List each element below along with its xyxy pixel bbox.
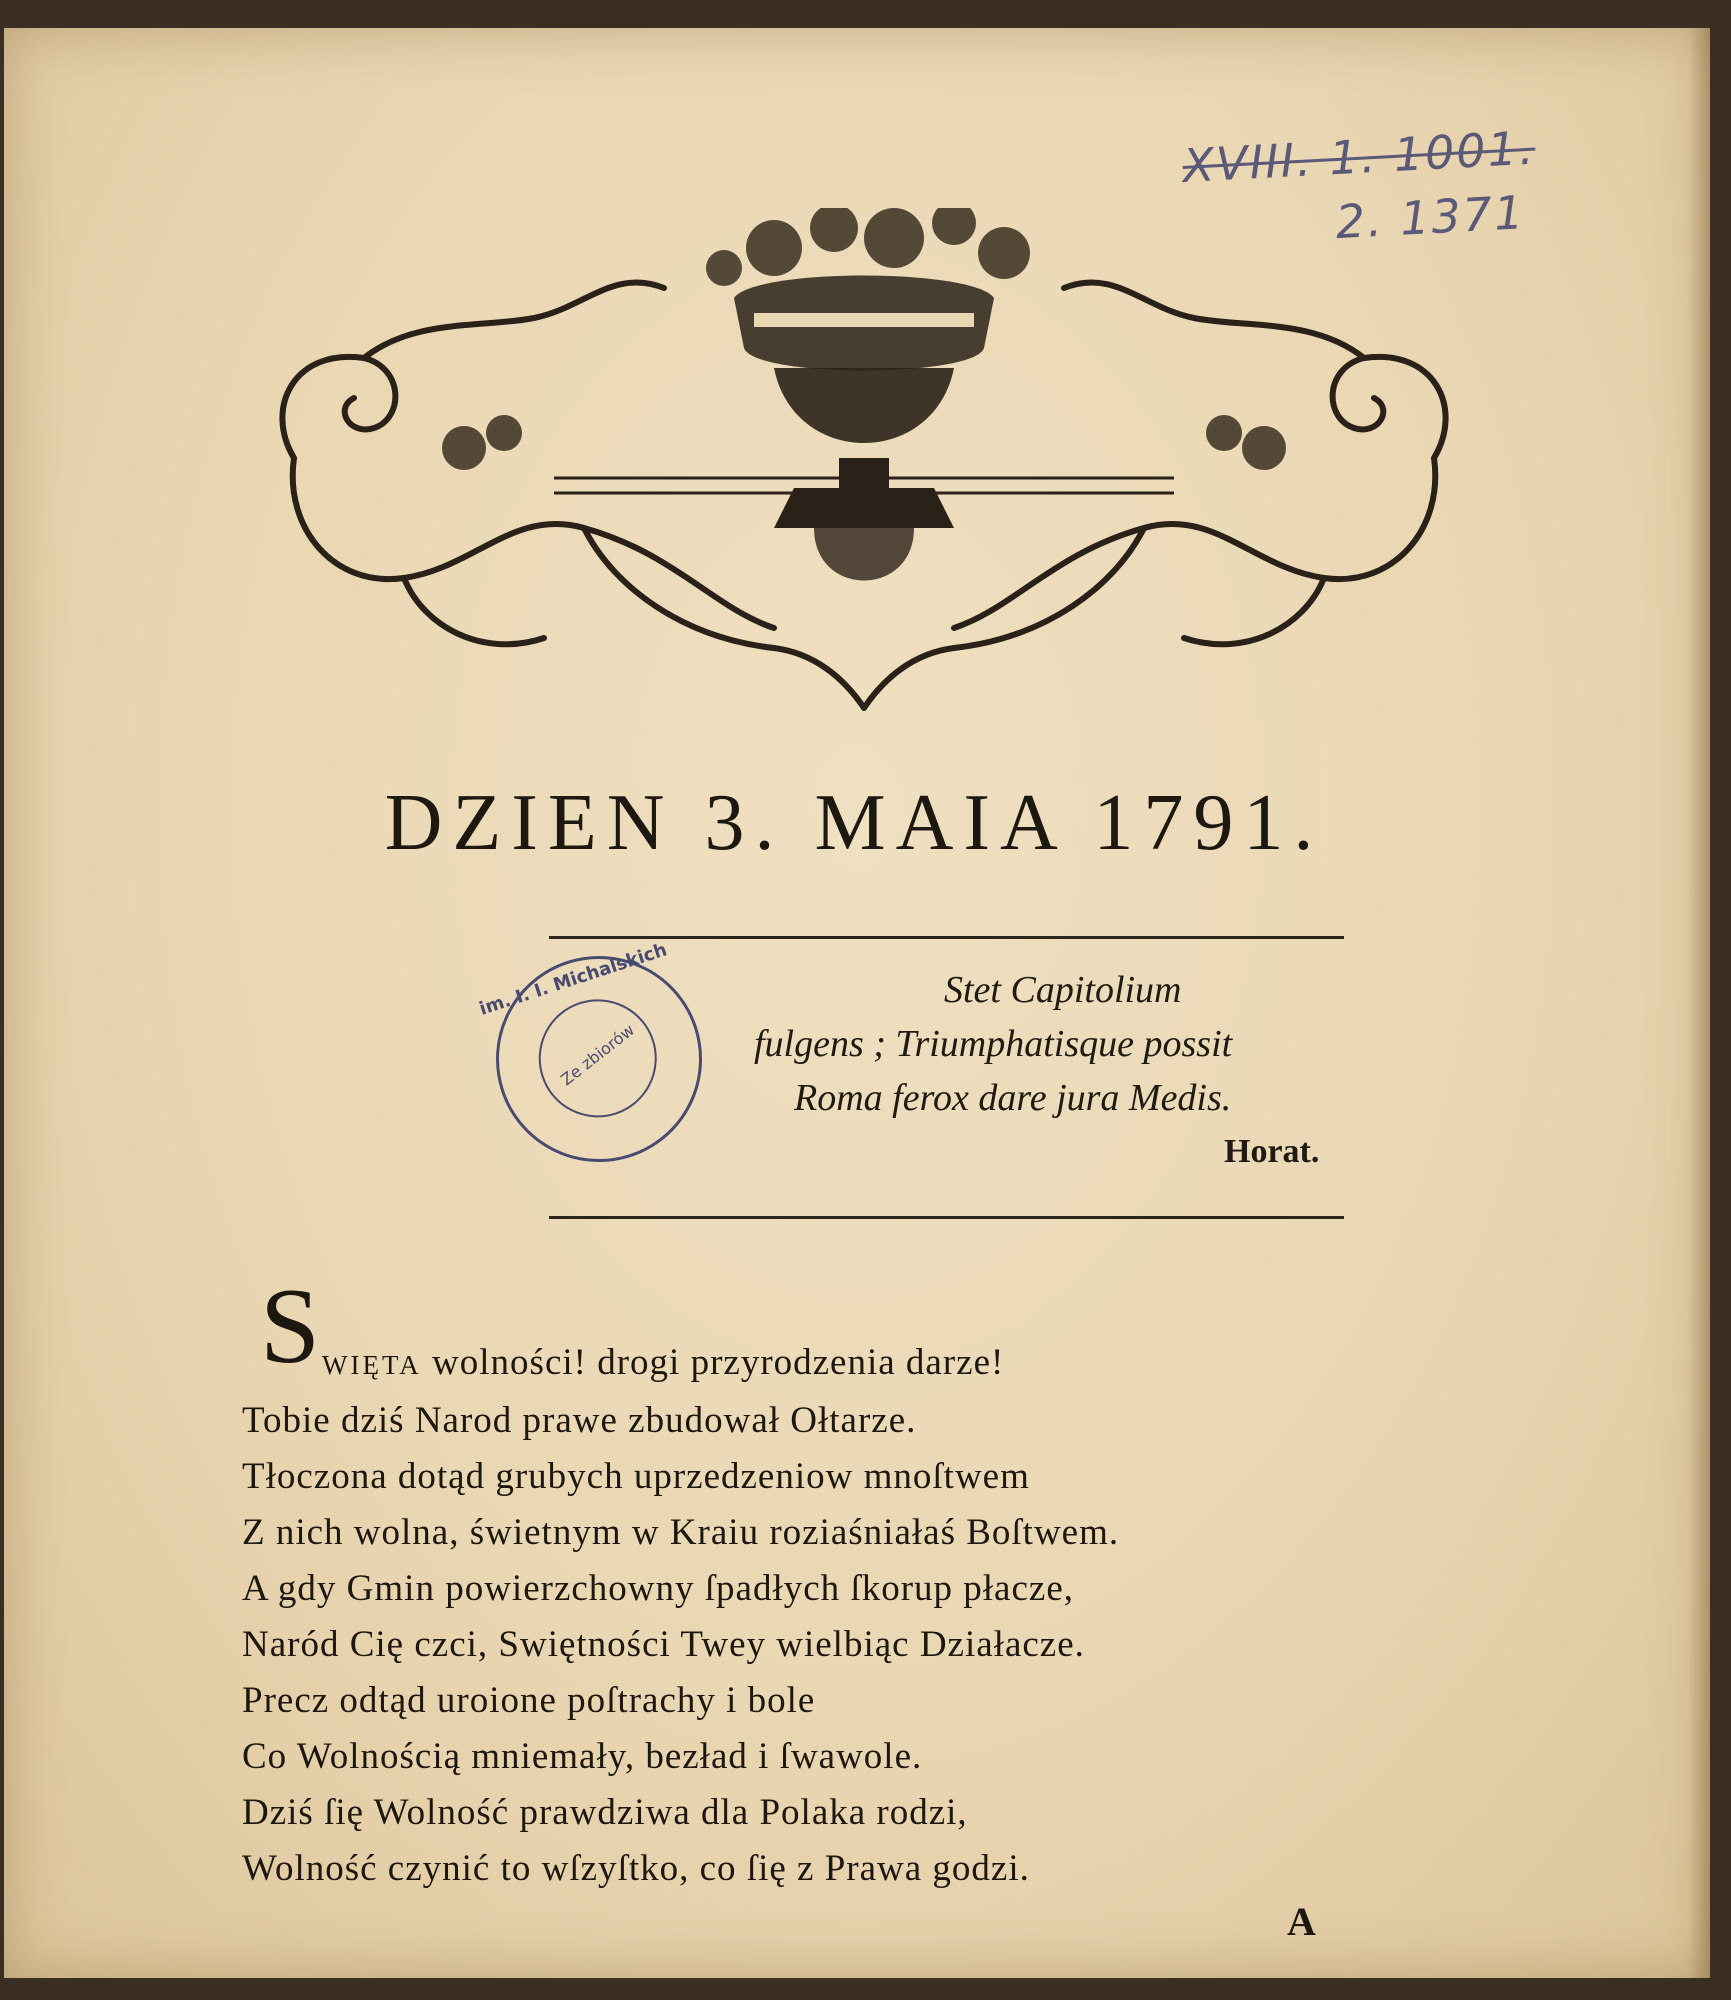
poem-line: Tłoczona dotąd grubych uprzedzeniow mnoſtwem [242, 1456, 1030, 1497]
poem-line: Dziś ſię Wolność prawdziwa dla Polaka rodzi, [242, 1792, 968, 1833]
shelfmark-line-2: 2. 1371 [1334, 185, 1527, 250]
divider-top [549, 936, 1344, 939]
page-edge-shadow [1688, 28, 1710, 1978]
poem-line: Precz odtąd uroione poſtrachy i bole [242, 1680, 816, 1721]
poem-line: Tobie dziś Narod prawe zbudował Ołtarze. [242, 1400, 917, 1441]
book-page [4, 28, 1710, 1978]
page-title: DZIEN 3. MAIA 1791. [384, 779, 1324, 867]
poem-line: A gdy Gmin powierzchowny ſpadłych ſkorup płacze, [242, 1568, 1074, 1609]
epigraph-line: fulgens ; Triumphatisque possit [754, 1023, 1233, 1065]
drop-cap: S [260, 1267, 321, 1386]
poem-line: Wolność czynić to wſzyſtko, co ſię z Prawa godzi. [242, 1848, 1030, 1889]
signature-mark: A [1287, 1899, 1316, 1944]
shelfmark-line-1: XVIII. 1. 1001. [1181, 120, 1537, 193]
first-line-lead: WIĘTA [322, 1350, 422, 1380]
poem [242, 1267, 1442, 1897]
epigraph-attribution: Horat. [1224, 1133, 1320, 1170]
first-line-rest: wolności! drogi przyrodzenia darze! [421, 1342, 1005, 1383]
poem-first-line [242, 1267, 1442, 1393]
poem-line: Co Wolnością mniemały, bezład i ſwawole. [242, 1736, 923, 1777]
epigraph-line: Stet Capitolium [944, 969, 1182, 1011]
stamp-center-text: Ze zbiorów [557, 1020, 639, 1090]
epigraph [744, 963, 1344, 1179]
cartouche-ornament-icon [254, 208, 1474, 728]
poem-line: Z nich wolna, świetnym w Kraiu roziaśniałaś Boſtwem. [242, 1512, 1120, 1553]
library-stamp [469, 929, 729, 1189]
poem-line: Naród Cię czci, Swiętności Twey wielbiąc Działacze. [242, 1624, 1085, 1665]
stamp-ring-text: im. I. I. Michalskich [476, 939, 670, 1020]
epigraph-line: Roma ferox dare jura Medis. [794, 1077, 1232, 1119]
divider-bottom [549, 1216, 1344, 1219]
